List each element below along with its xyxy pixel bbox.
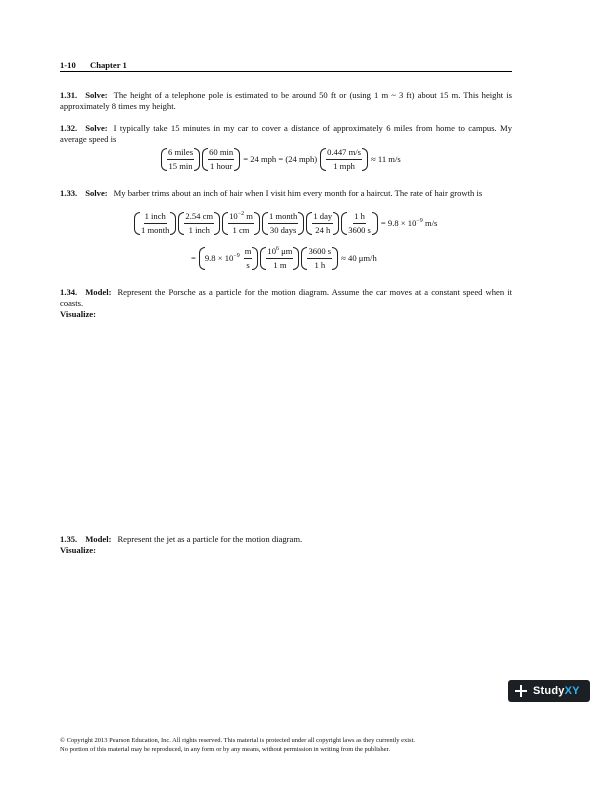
- problem-label: Solve:: [85, 90, 108, 100]
- footer-line-1: © Copyright 2013 Pearson Education, Inc. All rights reserved. This material is protected under all copyright laws as they currently exist.: [60, 737, 416, 744]
- frac-num: 1 day: [312, 211, 333, 224]
- chapter-title: Chapter 1: [90, 60, 127, 70]
- problem-1-34: [60, 287, 512, 320]
- problem-text: Represent the Porsche as a particle for the motion diagram. Assume the car moves at a constant speed when it coasts.: [60, 287, 512, 308]
- paren-group: [301, 246, 338, 271]
- problem-1-32: [60, 123, 512, 145]
- paren-group: [262, 211, 304, 236]
- frac-num: $10^6$ μm: [266, 246, 293, 259]
- frac-den: 1 m: [273, 260, 287, 270]
- paren-group: [161, 147, 200, 172]
- problem-text: I typically take 15 minutes in my car to cover a distance of approximately 6 miles from home to campus. My average speed is: [60, 123, 512, 144]
- eq-result: ≈ 11 m/s: [371, 154, 401, 164]
- page-number: 1-10: [60, 60, 76, 70]
- paren-group: [199, 246, 259, 271]
- problem-1-33: [60, 188, 512, 199]
- footer-line-2: No portion of this material may be reproduced, in any form or by any means, without permission in writing from the publisher.: [60, 745, 390, 753]
- paren-group: [202, 147, 240, 172]
- frac-num: 3600 s: [307, 246, 332, 259]
- frac-den: 1 cm: [232, 225, 250, 235]
- paren-group: [222, 211, 260, 236]
- frac-den: 1 hour: [210, 161, 233, 171]
- visualize-label: Visualize:: [60, 545, 96, 555]
- paren-group: [320, 147, 368, 172]
- paren-group: [134, 211, 176, 236]
- frac-num: 1 month: [268, 211, 298, 224]
- paren-group: [306, 211, 339, 236]
- frac-den: 1 month: [141, 225, 170, 235]
- equation-1-33-line1: [133, 211, 439, 236]
- eq-mid: = 24 mph = (24 mph): [243, 154, 318, 164]
- paren-group: [260, 246, 299, 271]
- frac-den: s: [246, 260, 250, 270]
- copyright-footer: [60, 737, 520, 754]
- frac-num: 1 h: [353, 211, 366, 224]
- problem-text: The height of a telephone pole is estimated to be around 50 ft or (using 1 m ~ 3 ft) about 15 m. This height is approximately 8 times my height.: [60, 90, 512, 111]
- problem-number: 1.34.: [60, 287, 78, 297]
- visualize-label: Visualize:: [60, 309, 96, 319]
- frac-den: 3600 s: [348, 225, 371, 235]
- frac-den: 1 h: [314, 260, 326, 270]
- problem-1-31: [60, 90, 512, 112]
- problem-label: Model:: [85, 287, 112, 297]
- frac-num: 1 inch: [144, 211, 167, 224]
- frac-den: 1 inch: [188, 225, 210, 235]
- equation-1-32: [160, 147, 403, 172]
- frac-den: 1 mph: [333, 161, 355, 171]
- paren-group: [341, 211, 378, 236]
- frac-num: m: [244, 246, 253, 259]
- problem-number: 1.33.: [60, 188, 78, 198]
- equation-1-33-line2: [189, 246, 379, 271]
- problem-label: Solve:: [85, 188, 108, 198]
- problem-label: Solve:: [85, 123, 108, 133]
- eq-sign: =: [191, 253, 196, 263]
- page-header: [60, 60, 512, 72]
- frac-num: $10^{-2}$ m: [228, 211, 254, 224]
- frac-den: 24 h: [315, 225, 331, 235]
- eq-result: ≈ 40 μm/h: [341, 253, 377, 263]
- frac-den: 30 days: [269, 225, 297, 235]
- problem-number: 1.35.: [60, 534, 78, 544]
- problem-label: Model:: [85, 534, 112, 544]
- problem-number: 1.31.: [60, 90, 78, 100]
- problem-1-35: [60, 534, 512, 556]
- frac-num: 2.54 cm: [184, 211, 214, 224]
- frac-den: 15 min: [168, 161, 193, 171]
- problem-number: 1.32.: [60, 123, 78, 133]
- paren-group: [178, 211, 220, 236]
- frac-num: 6 miles: [167, 147, 194, 160]
- eq-value: $9.8 \times 10^{-9}$: [204, 253, 240, 263]
- frac-num: 0.447 m/s: [326, 147, 362, 160]
- eq-result: = $9.8 \times 10^{-9}$ m/s: [380, 218, 438, 228]
- frac-num: 60 min: [208, 147, 234, 160]
- logo-wordmark: StudyXY: [533, 685, 580, 697]
- plus-icon: [515, 685, 527, 697]
- problem-text: My barber trims about an inch of hair when I visit him every month for a haircut. The rate of hair growth is: [113, 188, 483, 198]
- studyxy-logo: [508, 680, 590, 702]
- problem-text: Represent the jet as a particle for the motion diagram.: [117, 534, 303, 544]
